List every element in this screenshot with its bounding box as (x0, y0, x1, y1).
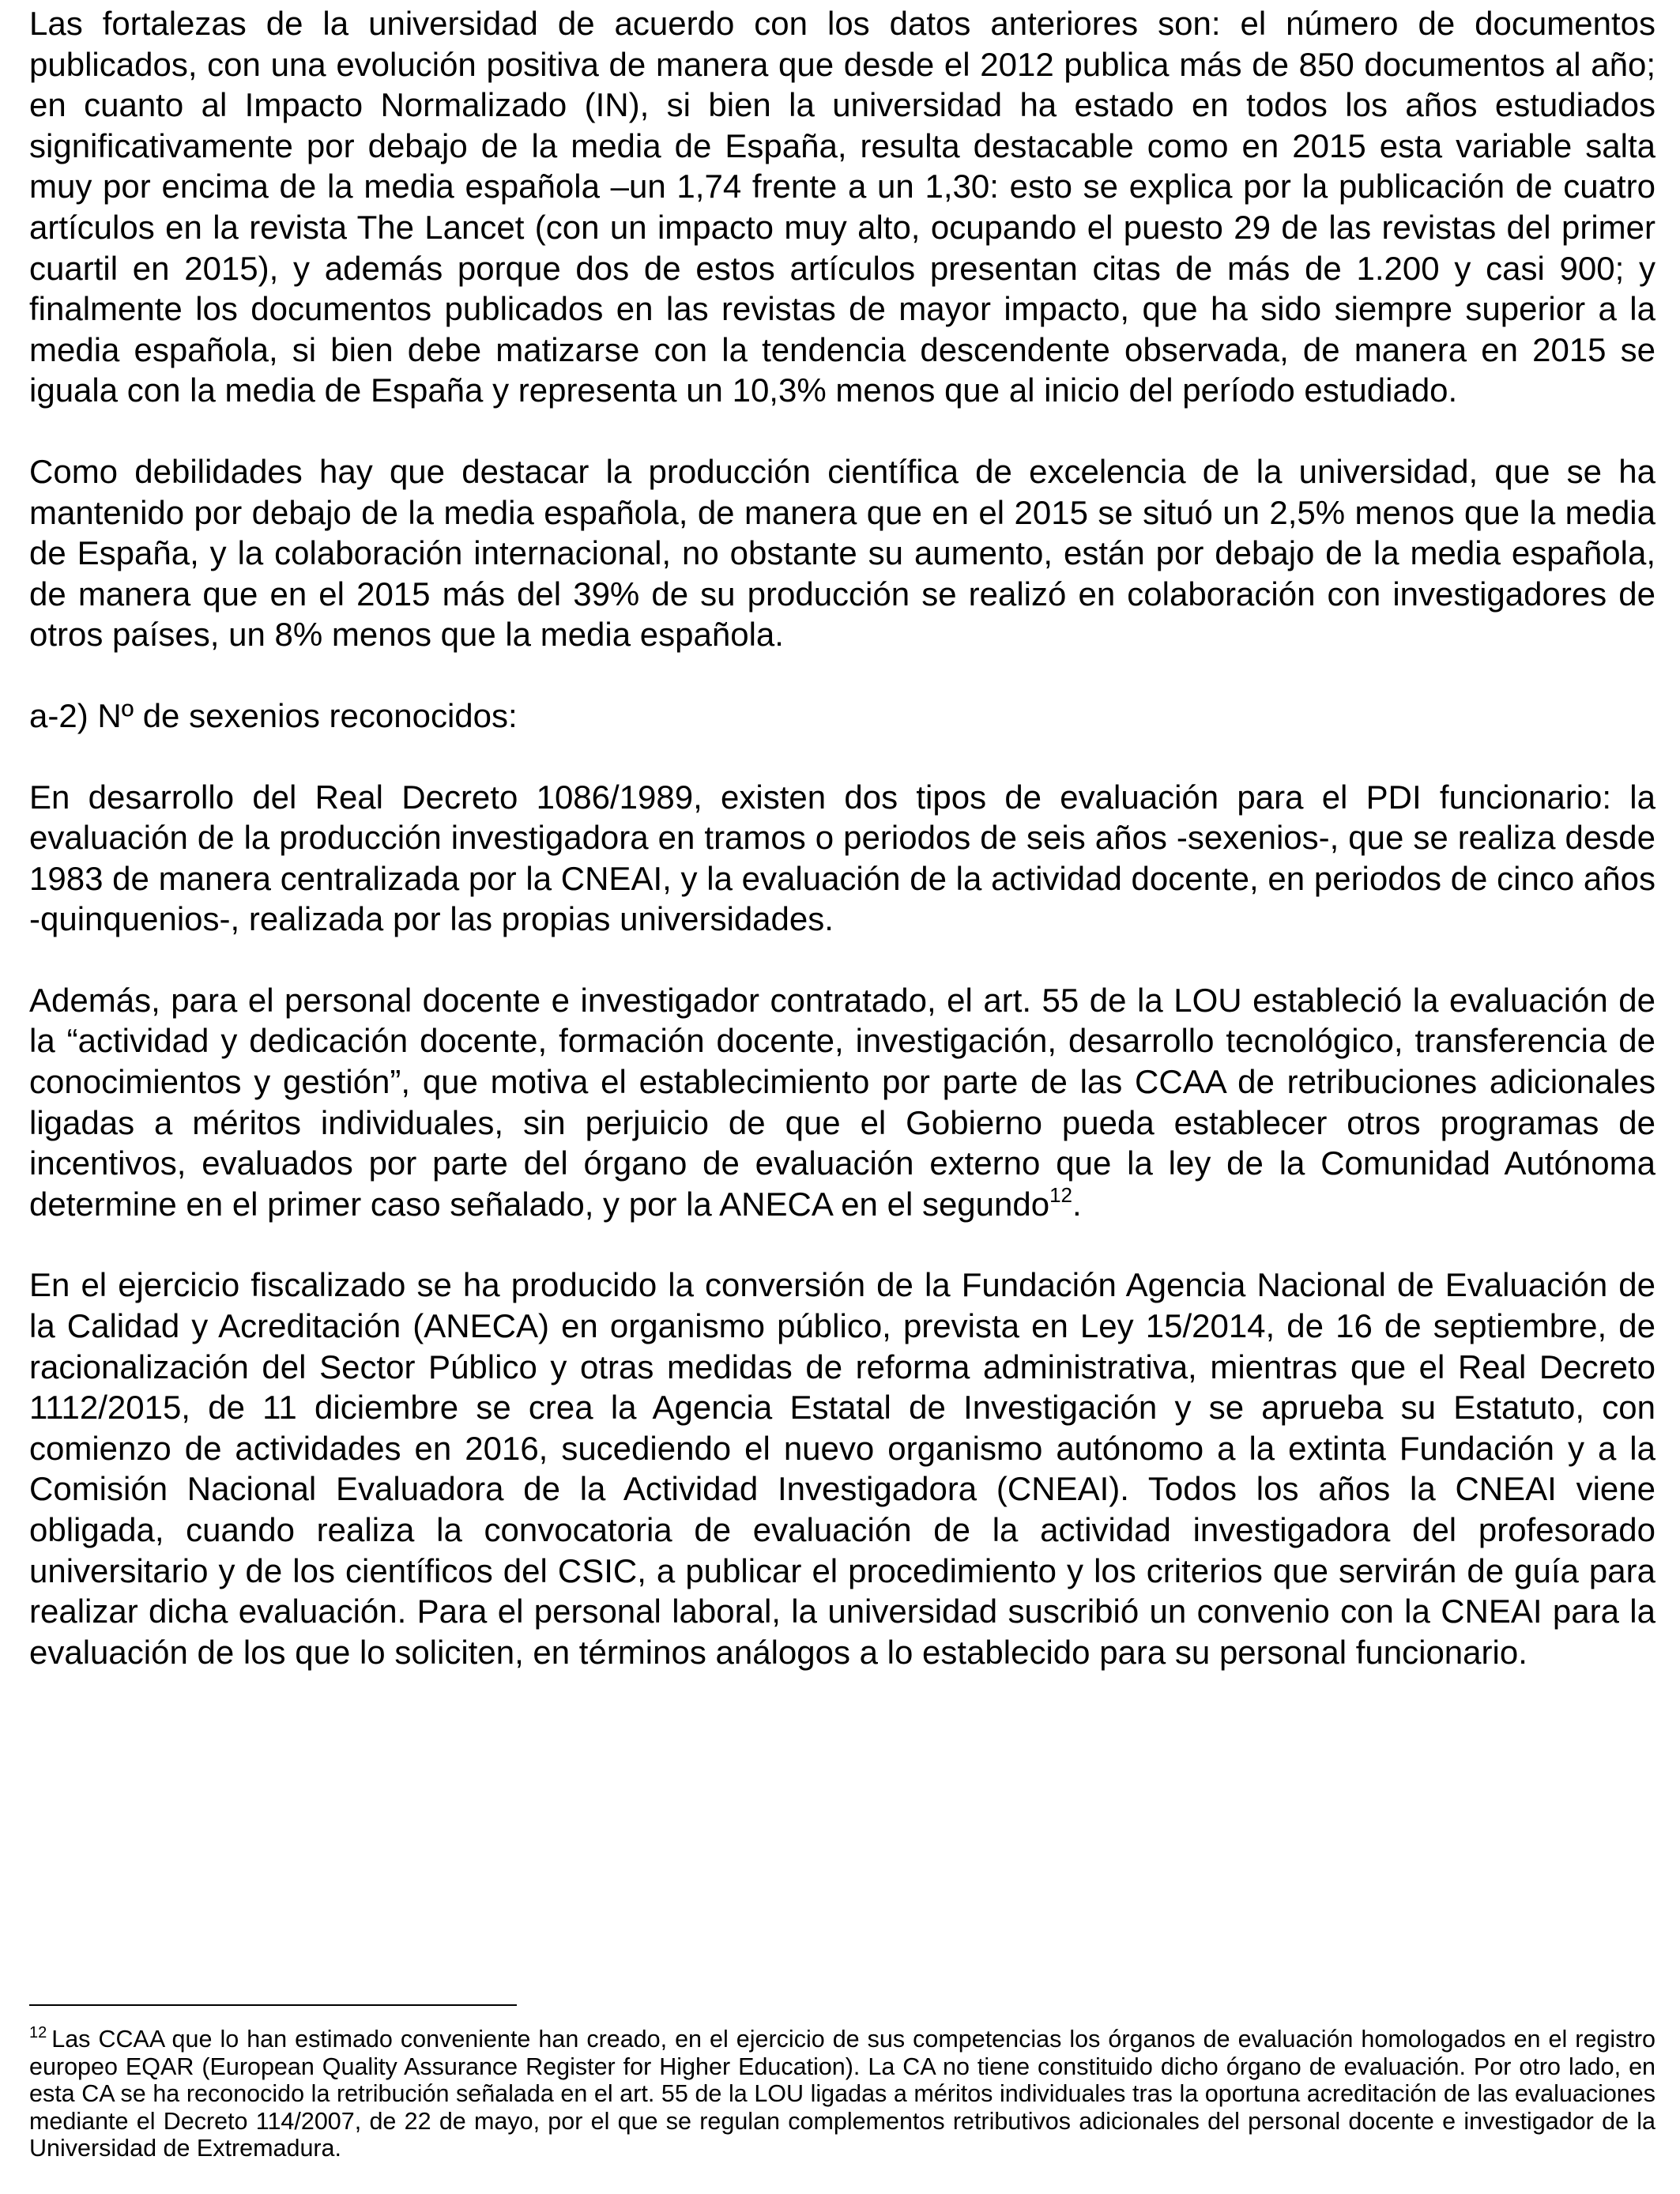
document-page (29, 3, 1656, 1672)
footnote-text: Las CCAA que lo han estimado conveniente han creado, en el ejercicio de sus competencias los órganos de evaluación homologados en el registro europeo EQAR (European Quality Assurance Register for Higher Education). La CA no tiene constituido dicho órgano de evaluación. Por otro lado, en esta CA se ha reconocido la retribución señalada en el art. 55 de la LOU ligadas a méritos individuales tras la oportuna acreditación de las evaluaciones mediante el Decreto 114/2007, de 22 de mayo, por el que se regulan complementos retributivos adicionales del personal docente e investigador de la Universidad de Extremadura. (29, 2026, 1656, 2162)
paragraph-personal-contratado (29, 980, 1656, 1225)
paragraph-real-decreto: En desarrollo del Real Decreto 1086/1989, existen dos tipos de evaluación para el PDI funcionario: la evaluación de la producción investigadora en tramos o periodos de seis años -sexenios-, que se realiza desde 1983 de manera centralizada por la CNEAI, y la evaluación de la actividad docente, en periodos de cinco años -quinquenios-, realizada por las propias universidades. (29, 778, 1656, 938)
paragraph-ejercicio-fiscalizado: En el ejercicio fiscalizado se ha producido la conversión de la Fundación Agencia Nacional de Evaluación de la Calidad y Acreditación (ANECA) en organismo público, prevista en Ley 15/2014, de 16 de septiembre, de racionalización del Sector Público y otras medidas de reforma administrativa, mientras que el Real Decreto 1112/2015, de 11 diciembre se crea la Agencia Estatal de Investigación y se aprueba su Estatuto, con comienzo de actividades en 2016, sucediendo el nuevo organismo autónomo a la extinta Fundación y a la Comisión Nacional Evaluadora de la Actividad Investigadora (CNEAI). Todos los años la CNEAI viene obligada, cuando realiza la convocatoria de evaluación de la actividad investigadora del profesorado universitario y de los científicos del CSIC, a publicar el procedimiento y los criterios que servirán de guía para realizar dicha evaluación. Para el personal laboral, la universidad suscribió un convenio con la CNEAI para la evaluación de los que lo soliciten, en términos análogos a lo establecido para su personal funcionario. (29, 1266, 1656, 1671)
footnote-mark: 12 (29, 2023, 47, 2041)
paragraph-fortalezas: Las fortalezas de la universidad de acuerdo con los datos anteriores son: el número de documentos publicados, con una evolución positiva de manera que desde el 2012 publica más de 850 documentos al año; en cuanto al Impacto Normalizado (IN), si bien la universidad ha estado en todos los años estudiados significativamente por debajo de la media de España, resulta destacable como en 2015 esta variable salta muy por encima de la media española –un 1,74 frente a un 1,30: esto se explica por la publicación de cuatro artículos en la revista The Lancet (con un impacto muy alto, ocupando el puesto 29 de las revistas del primer cuartil en 2015), y además porque dos de estos artículos presentan citas de más de 1.200 y casi 900; y finalmente los documentos publicados en las revistas de mayor impacto, que ha sido siempre superior a la media española, si bien debe matizarse con la tendencia descendente observada, de manera en 2015 se iguala con la media de España y representa un 10,3% menos que al inicio del período estudiado. (29, 5, 1656, 409)
paragraph-end-punctuation: . (1072, 1185, 1082, 1223)
footnote (29, 2023, 1656, 2162)
paragraph-debilidades: Como debilidades hay que destacar la producción científica de excelencia de la universidad, que se ha mantenido por debajo de la media española, de manera que en el 2015 se situó un 2,5% menos que la media de España, y la colaboración internacional, no obstante su aumento, están por debajo de la media española, de manera que en el 2015 más del 39% de su producción se realizó en colaboración con investigadores de otros países, un 8% menos que la media española. (29, 452, 1656, 654)
section-heading-sexenios: a-2) Nº de sexenios reconocidos: (29, 696, 518, 734)
footnote-separator (29, 2004, 517, 2006)
footnote-reference[interactable]: 12 (1049, 1182, 1073, 1207)
paragraph-personal-contratado-text: Además, para el personal docente e investigador contratado, el art. 55 de la LOU estableció la evaluación de la “actividad y dedicación docente, formación docente, investigación, desarrollo tecnológico, transferencia de conocimientos y gestión”, que motiva el establecimiento por parte de las CCAA de retribuciones adicionales ligadas a méritos individuales, sin perjuicio de que el Gobierno pueda establecer otros programas de incentivos, evaluados por parte del órgano de evaluación externo que la ley de la Comunidad Autónoma determine en el primer caso señalado, y por la ANECA en el segundo (29, 981, 1656, 1223)
